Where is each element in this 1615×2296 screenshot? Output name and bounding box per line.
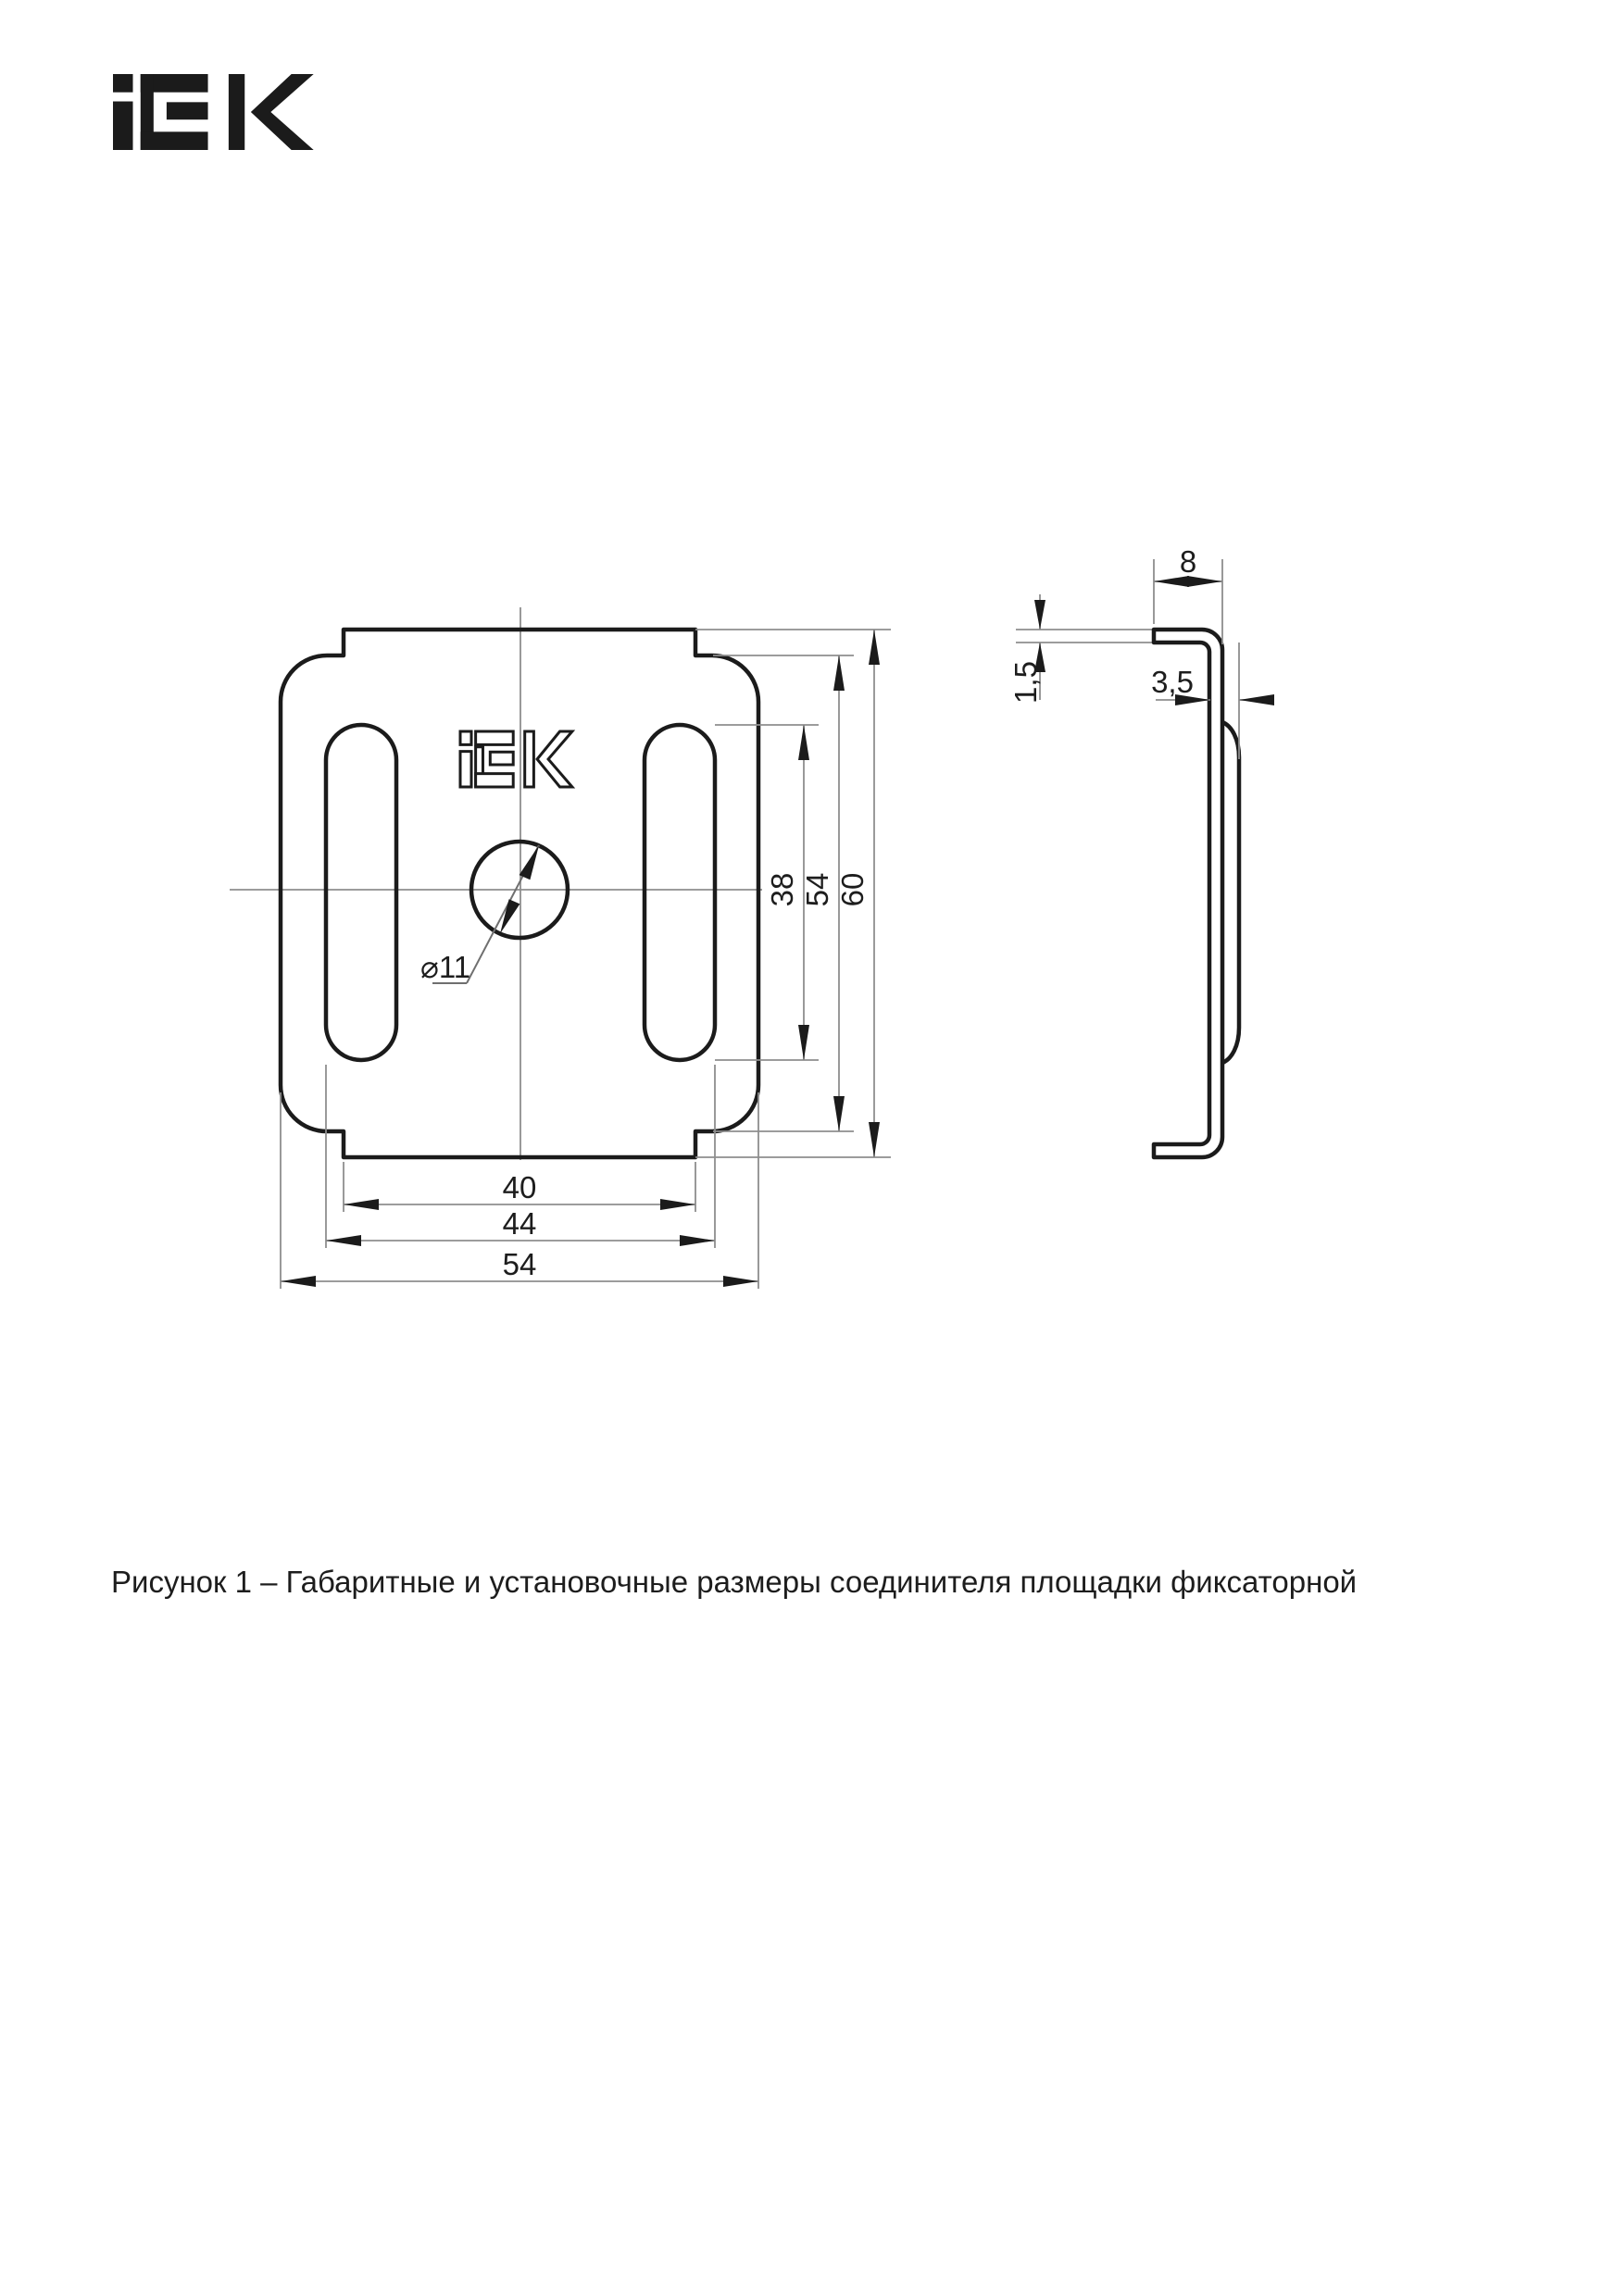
side-view xyxy=(1008,544,1274,1157)
dim-body-height-54: 54 xyxy=(800,872,834,907)
dim-pad-offset-3-5: 3,5 xyxy=(1151,665,1194,699)
horizontal-dimensions xyxy=(281,1065,758,1289)
dim-slot-outer-44: 44 xyxy=(502,1206,537,1241)
iek-logo-i-body xyxy=(113,102,133,150)
dim-flange-width-8: 8 xyxy=(1179,544,1197,579)
dim-tab-width-40: 40 xyxy=(502,1170,537,1204)
iek-logo-k-chevron xyxy=(251,74,314,150)
vertical-dimensions xyxy=(695,630,891,1157)
left-slot xyxy=(326,725,396,1060)
stamped-pad-contour xyxy=(1222,722,1239,1063)
figure-caption: Рисунок 1 – Габаритные и установочные размеры соединителя площадки фиксаторной xyxy=(111,1565,1358,1599)
iek-logo-i-dot xyxy=(113,74,133,93)
profile-outline xyxy=(1154,630,1222,1157)
iek-logo-e-mid xyxy=(167,102,208,119)
dim-slot-span-38: 38 xyxy=(765,872,799,907)
dim-hole-diameter: ⌀11 xyxy=(420,950,471,984)
iek-logo-e-bottom xyxy=(141,131,208,150)
dim-overall-height-60: 60 xyxy=(835,872,870,907)
dim-overall-width-54: 54 xyxy=(502,1247,537,1281)
dim-thickness-group xyxy=(1008,594,1045,704)
front-view xyxy=(230,607,891,1289)
dim-pad-offset-group xyxy=(1151,643,1274,759)
plate-outline xyxy=(281,630,758,1157)
dim-thickness-1-5: 1,5 xyxy=(1008,661,1043,704)
engraved-iek-logo xyxy=(460,731,572,787)
iek-logo-k-bar xyxy=(229,74,244,150)
iek-logo xyxy=(113,74,314,150)
right-slot xyxy=(645,725,715,1060)
